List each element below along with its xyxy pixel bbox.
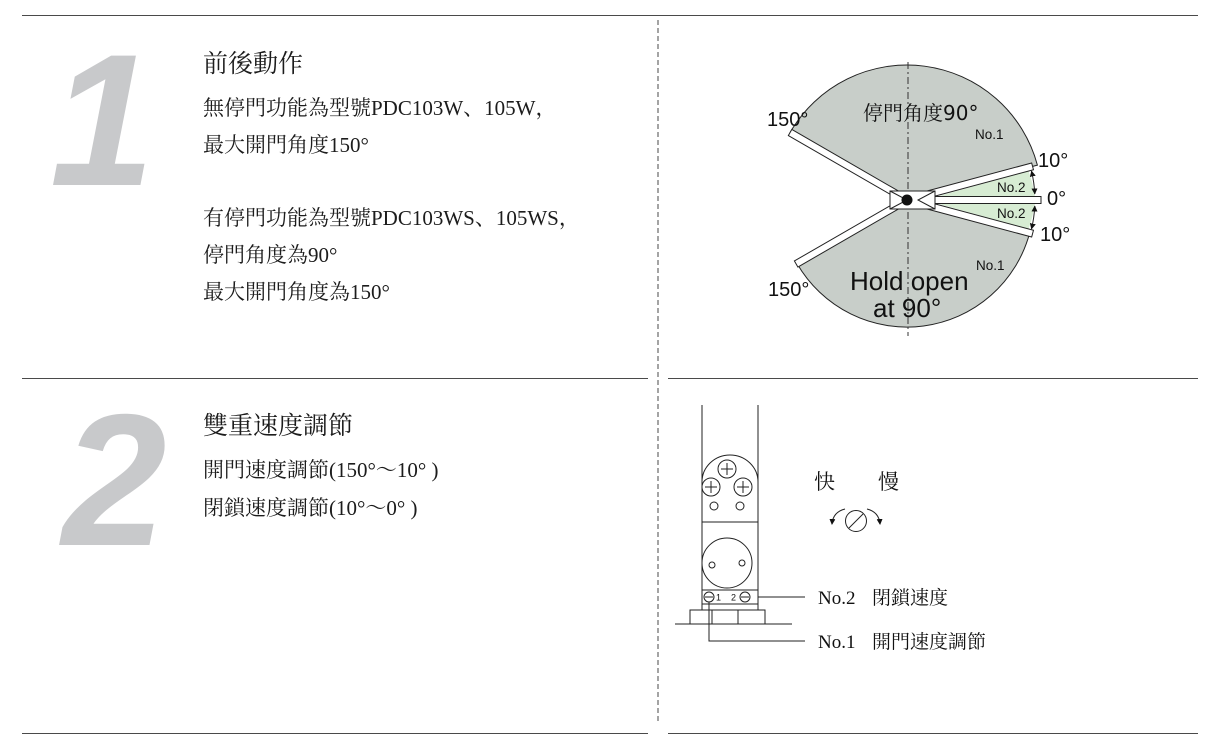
- middle-rule-right: [668, 378, 1198, 379]
- hold-open-label-en-line2: at 90°: [873, 293, 942, 323]
- mount-hole: [736, 502, 744, 510]
- body-line: 無停門功能為型號PDC103W、105W，: [203, 96, 557, 120]
- door-swing-diagram: [668, 20, 1198, 375]
- zone-label-no1-lower: No.1: [976, 258, 1005, 273]
- mount-hole: [710, 502, 718, 510]
- zone-label-no2-lower: No.2: [997, 206, 1026, 221]
- callout-text-no2: 閉鎖速度: [872, 588, 949, 609]
- paragraph: [203, 451, 439, 527]
- paragraph: [203, 200, 580, 310]
- spindle-hole: [739, 560, 745, 566]
- angle-label-0: 0°: [1047, 188, 1067, 210]
- body-line: 有停門功能為型號PDC103WS、105WS，: [203, 206, 580, 231]
- valve-screw-1-icon: [704, 592, 714, 602]
- body-line: 閉鎖速度調節(10°～0° ): [203, 496, 418, 520]
- callout-number-no2: No.2: [818, 588, 856, 609]
- screw-icon: [702, 478, 720, 496]
- screw-icon: [734, 478, 752, 496]
- hold-open-label-en-line1: Hold open: [850, 266, 969, 296]
- body-line: 停門角度為90°: [203, 242, 338, 267]
- angle-label-10-lower: 10°: [1040, 224, 1071, 246]
- body-line: 最大開門角度150°: [203, 132, 369, 157]
- zone-label-no1-upper: No.1: [975, 127, 1004, 142]
- section-body: [203, 90, 580, 310]
- bottom-rule-left: [22, 733, 648, 734]
- valve-screw-1-mark: 1: [716, 592, 722, 603]
- bottom-rule-right: [668, 733, 1198, 734]
- callout-number-no1: No.1: [818, 632, 856, 653]
- top-rule: [22, 15, 1198, 16]
- door-closer-front-view: [675, 405, 792, 624]
- base-plate: [690, 610, 765, 624]
- valve-screw-2-mark: 2: [731, 592, 737, 603]
- valve-screw-2-icon: [740, 592, 750, 602]
- column-divider: [655, 18, 661, 724]
- section-body: [203, 451, 439, 527]
- section-number: 1: [50, 15, 155, 225]
- screw-icon: [718, 460, 736, 478]
- spindle-hole: [709, 562, 715, 568]
- pivot-point: [902, 195, 913, 206]
- section-heading: 前後動作: [203, 49, 304, 78]
- section-heading: 雙重速度調節: [203, 411, 354, 440]
- callout-text-no1: 開門速度調節: [872, 632, 987, 653]
- turn-slow-arrow-icon: [867, 509, 880, 524]
- speed-adjustment-diagram: [668, 390, 1198, 730]
- angle-label-150-lower: 150°: [768, 279, 810, 301]
- angle-label-10-upper: 10°: [1038, 150, 1069, 172]
- fast-label: 快: [814, 470, 835, 494]
- zone-label-no2-upper: No.2: [997, 180, 1026, 195]
- turn-fast-arrow-icon: [832, 509, 845, 524]
- slow-label: 慢: [878, 470, 899, 494]
- body-line: 最大開門角度為150°: [203, 279, 390, 304]
- hold-open-label-zh: 停門角度90°: [863, 101, 979, 125]
- body-line: 開門速度調節(150°～10° ): [203, 458, 439, 482]
- angle-label-150-upper: 150°: [767, 109, 809, 131]
- adjust-knob-icon: [846, 511, 867, 532]
- section-number: 2: [62, 375, 167, 585]
- paragraph: [203, 90, 580, 163]
